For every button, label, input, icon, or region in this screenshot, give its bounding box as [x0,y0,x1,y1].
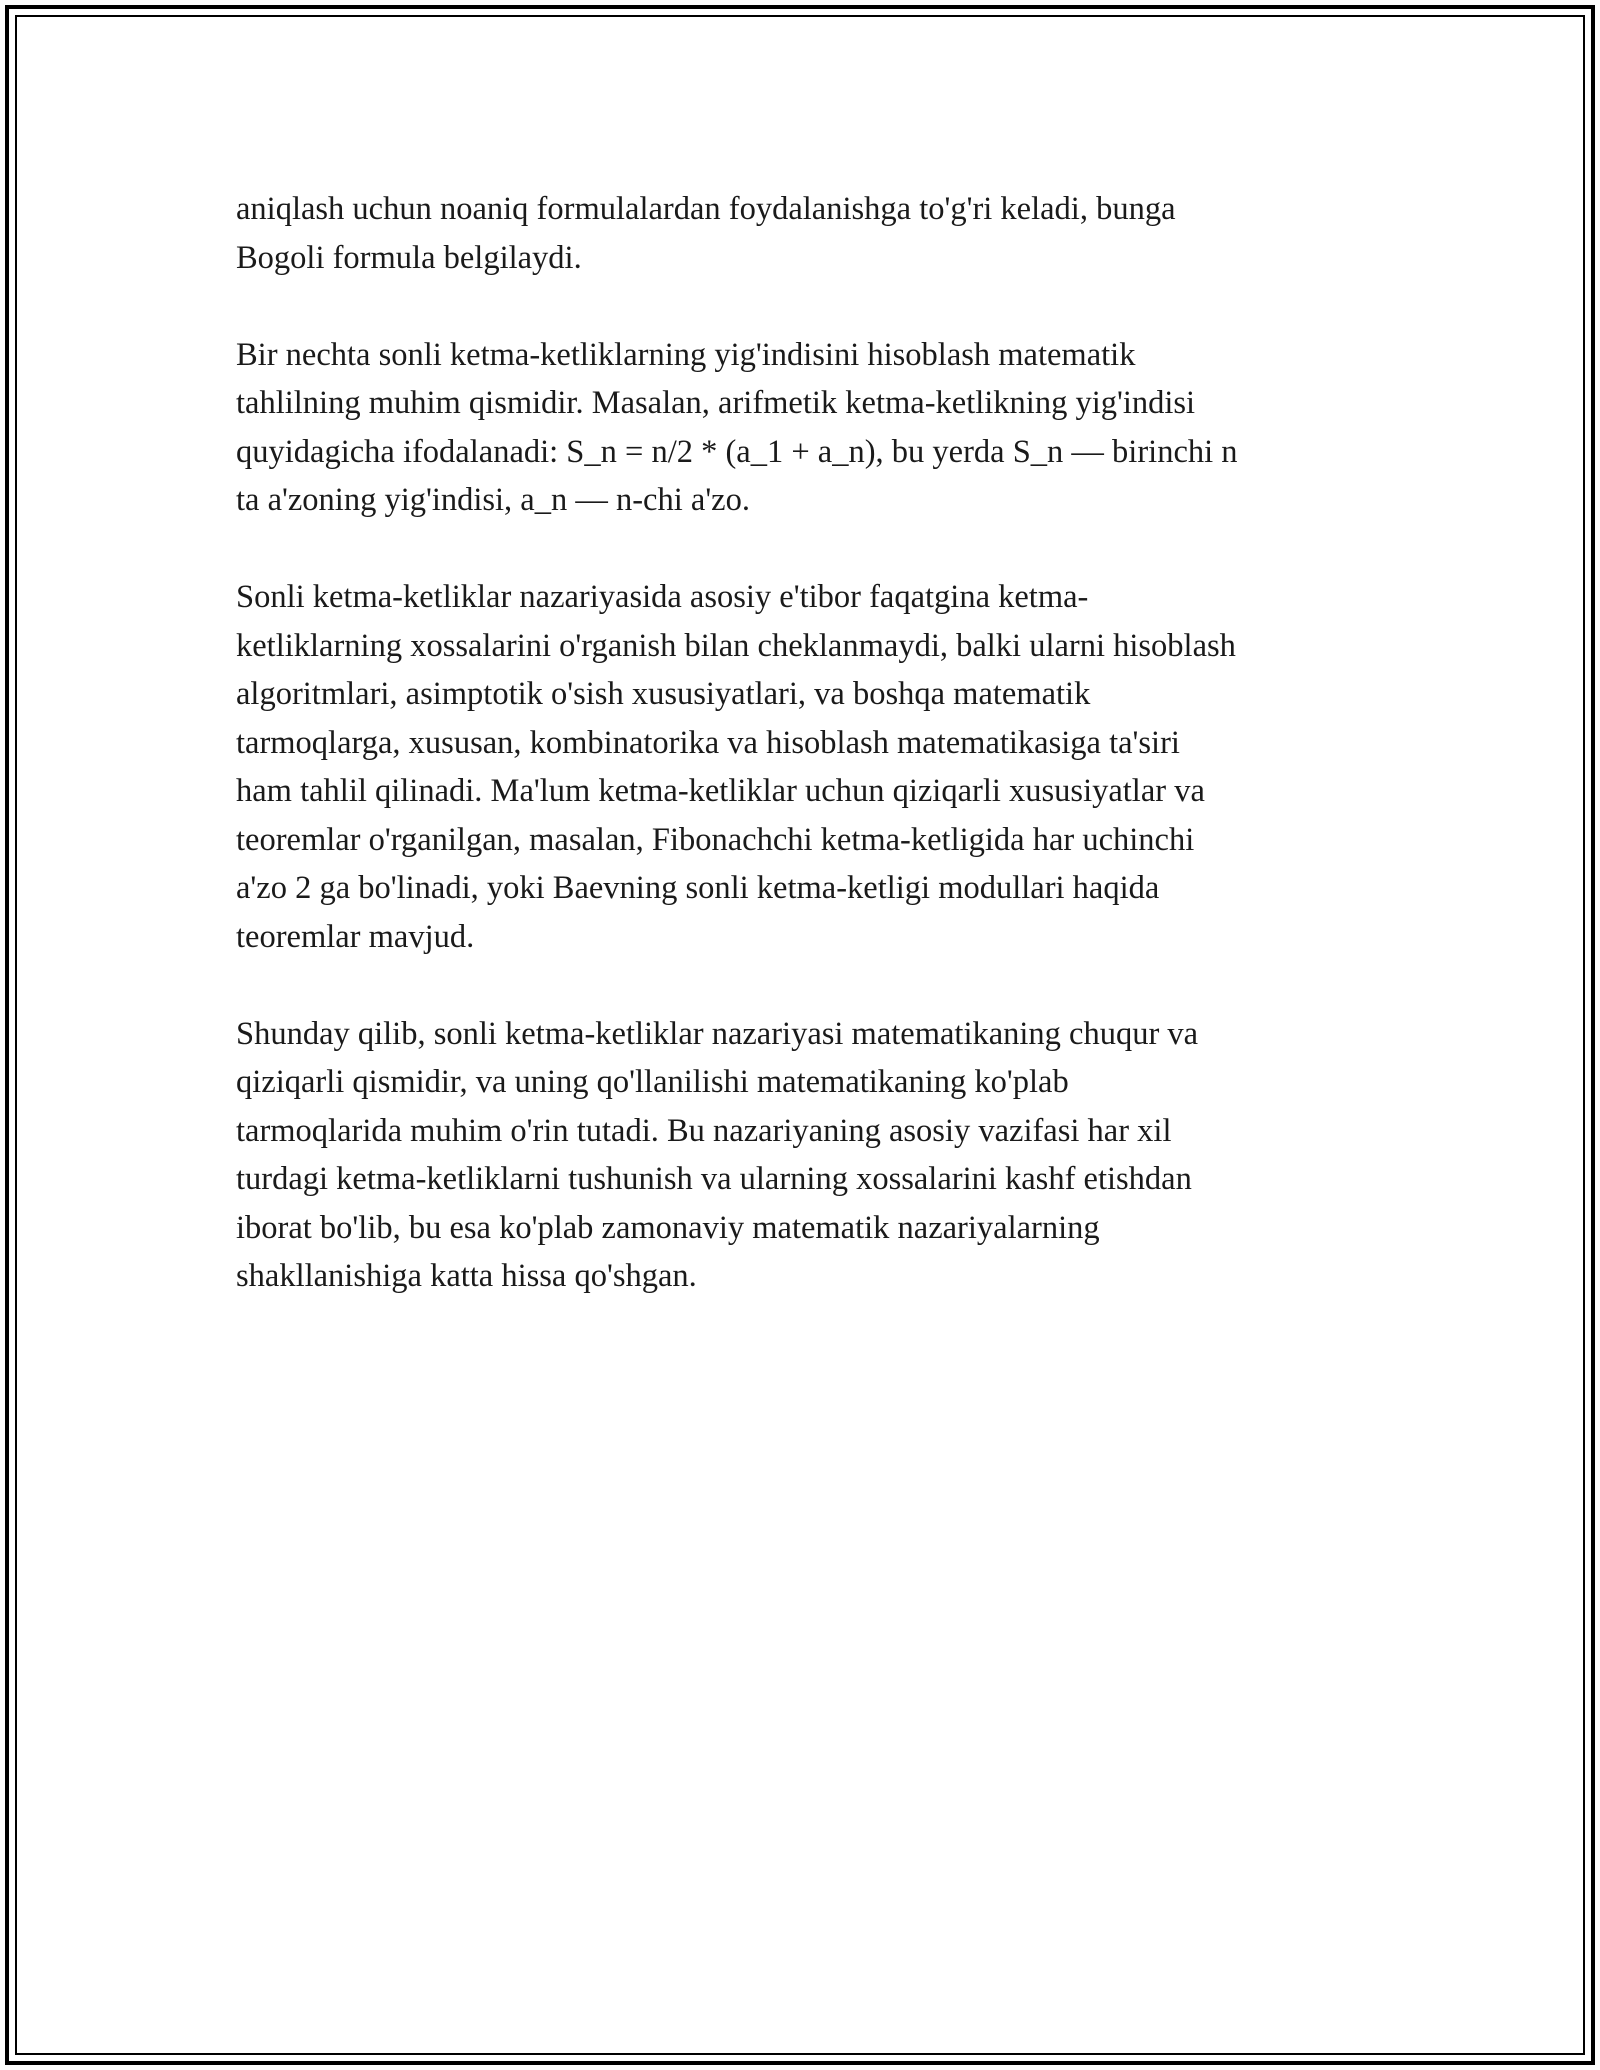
document-body [236,185,1386,1349]
paragraph-2: Bir nechta sonli ketma-ketliklarning yig'indisini hisoblash matematik tahlilning muhim qismidir. Masalan, arifmetik ketma-ketlikning yig'indisi quyidagicha ifodalanadi: S_n = n/2 * (a_1 + a_n), bu yerda S_n — birinchi n ta a'zoning yig'indisi, a_n — n-chi a'zo. [236,336,1238,518]
paragraph-4: Shunday qilib, sonli ketma-ketliklar nazariyasi matematikaning chuqur va qiziqarli qismidir, va uning qo'llanilishi matematikaning ko'plab tarmoqlarida muhim o'rin tutadi. Bu nazariyaning asosiy vazifasi har xil turdagi ketma-ketliklarni tushunish va ularning xossalarini kashf etishdan iborat bo'lib, bu esa ko'plab zamonaviy matematik nazariyalarning shakllanishiga katta hissa qo'shgan. [236,1015,1199,1294]
paragraph-3: Sonli ketma-ketliklar nazariyasida asosiy e'tibor faqatgina ketma- ketliklarning xossalarini o'rganish bilan cheklanmaydi, balki ularni hisoblash algoritmlari, asimptotik o'sish xususiyatlari, va boshqa matematik tarmoqlarga, xususan, kombinatorika va hisoblash matematikasiga ta'siri ham tahlil qilinadi. Ma'lum ketma-ketliklar uchun qiziqarli xususiyatlar va teoremlar o'rganilgan, masalan, Fibonachchi ketma-ketligida har uchinchi a'zo 2 ga bo'linadi, yoki Baevning sonli ketma-ketligi modullari haqida teoremlar mavjud. [236,579,1236,955]
paragraph-1: aniqlash uchun noaniq formulalardan foydalanishga to'g'ri keladi, bunga Bogoli formula belgilaydi. [236,191,1176,276]
